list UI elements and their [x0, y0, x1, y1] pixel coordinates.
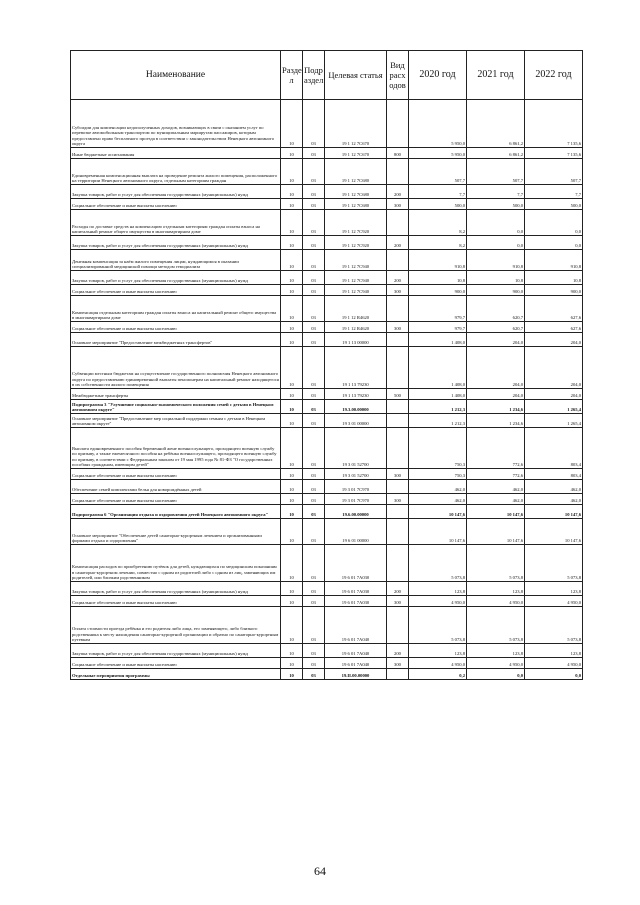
- cell-year-2022: 1 265,4: [525, 414, 583, 428]
- cell-year-2021: 1 234,6: [467, 414, 525, 428]
- cell-expense-type: [387, 210, 409, 236]
- cell-year-2022: 204,0: [525, 389, 583, 400]
- cell-year-2020: 500,0: [409, 199, 467, 210]
- cell-year-2020: 4 950,0: [409, 596, 467, 607]
- cell-section: 10: [281, 400, 303, 414]
- cell-year-2021: 1 234,6: [467, 400, 525, 414]
- table-row: [71, 494, 583, 505]
- cell-name: Закупка товаров, работ и услуг для обеспечения государственных (муниципальных) нужд: [71, 582, 281, 596]
- cell-subsection: 03: [303, 250, 325, 271]
- cell-name: Социальное обеспечение и иные выплаты населению: [71, 494, 281, 505]
- cell-section: 10: [281, 469, 303, 480]
- cell-year-2022: 900,0: [525, 285, 583, 296]
- cell-expense-type: [387, 159, 409, 185]
- cell-year-2020: 507,7: [409, 159, 467, 185]
- cell-target-article: 19 1 13 00000: [325, 333, 387, 347]
- cell-expense-type: [387, 333, 409, 347]
- cell-section: 10: [281, 596, 303, 607]
- header-name: Наименование: [71, 51, 281, 100]
- cell-subsection: 03: [303, 545, 325, 582]
- cell-year-2020: 123,8: [409, 644, 467, 658]
- cell-year-2021: 0,0: [467, 669, 525, 680]
- cell-target-article: 19 3 01 7С970: [325, 494, 387, 505]
- cell-year-2022: 1 265,4: [525, 400, 583, 414]
- cell-section: 10: [281, 607, 303, 644]
- cell-year-2022: 10 147,6: [525, 519, 583, 545]
- cell-subsection: 03: [303, 285, 325, 296]
- header-target-article: Целевая статья: [325, 51, 387, 100]
- cell-subsection: 03: [303, 296, 325, 322]
- cell-target-article: 19 1 12 7С940: [325, 250, 387, 271]
- cell-year-2022: 507,7: [525, 159, 583, 185]
- cell-year-2020: 750,3: [409, 469, 467, 480]
- cell-year-2020: 4 950,0: [409, 658, 467, 669]
- cell-year-2021: 7,7: [467, 185, 525, 199]
- cell-year-2020: 1 212,3: [409, 414, 467, 428]
- cell-target-article: 19 3 01 52700: [325, 428, 387, 469]
- table-row: [71, 414, 583, 428]
- cell-name: Подпрограмма 6 "Организация отдыха и оздоровления детей Ненецкого автономного округа": [71, 505, 281, 519]
- cell-year-2022: 0,0: [525, 210, 583, 236]
- cell-year-2021: 500,0: [467, 199, 525, 210]
- cell-year-2021: 10 147,6: [467, 519, 525, 545]
- cell-section: 10: [281, 414, 303, 428]
- cell-expense-type: [387, 250, 409, 271]
- cell-expense-type: 800: [387, 148, 409, 159]
- header-year-2020: 2020 год: [409, 51, 467, 100]
- cell-name: Социальное обеспечение и иные выплаты населению: [71, 469, 281, 480]
- cell-name: Социальное обеспечение и иные выплаты населению: [71, 285, 281, 296]
- header-year-2021: 2021 год: [467, 51, 525, 100]
- cell-year-2021: 620,7: [467, 322, 525, 333]
- table-row: [71, 669, 583, 680]
- cell-expense-type: 300: [387, 658, 409, 669]
- cell-name: Закупка товаров, работ и услуг для обеспечения государственных (муниципальных) нужд: [71, 185, 281, 199]
- header-subsection: Подр аздел: [303, 51, 325, 100]
- cell-expense-type: 300: [387, 596, 409, 607]
- cell-target-article: 19 1 12 7С940: [325, 285, 387, 296]
- cell-subsection: 03: [303, 271, 325, 285]
- cell-year-2022: 910,8: [525, 250, 583, 271]
- cell-year-2020: 910,8: [409, 250, 467, 271]
- cell-expense-type: 300: [387, 322, 409, 333]
- cell-name: Субсидии для компенсации недополученных доходов, возникающих в связи с оказанием услуг по перевозке автомобильным транспортом по муниципальным маршрутам пассажиров, которым предоставлено право бесплатного проезда в соответствии с законодательством Ненецкого автономного округа: [71, 100, 281, 148]
- cell-year-2021: 0,0: [467, 210, 525, 236]
- cell-target-article: 19 1 12 7С920: [325, 236, 387, 250]
- table-row: [71, 210, 583, 236]
- cell-expense-type: [387, 545, 409, 582]
- cell-section: 10: [281, 199, 303, 210]
- cell-name: Компенсация отдельным категориям граждан оплаты взноса на капитальный ремонт общего имущества в многоквартирном доме: [71, 296, 281, 322]
- cell-subsection: 03: [303, 414, 325, 428]
- cell-section: 10: [281, 159, 303, 185]
- table-row: [71, 658, 583, 669]
- table-row: [71, 644, 583, 658]
- cell-year-2021: 204,0: [467, 347, 525, 389]
- cell-year-2021: 900,0: [467, 285, 525, 296]
- cell-section: 10: [281, 271, 303, 285]
- cell-section: 10: [281, 333, 303, 347]
- table-row: [71, 480, 583, 494]
- cell-year-2020: 8,2: [409, 210, 467, 236]
- cell-year-2021: 462,0: [467, 494, 525, 505]
- cell-year-2020: 7,7: [409, 185, 467, 199]
- cell-year-2021: 123,8: [467, 644, 525, 658]
- cell-year-2021: 462,0: [467, 480, 525, 494]
- cell-target-article: 19 1 12 R4620: [325, 296, 387, 322]
- cell-expense-type: [387, 669, 409, 680]
- cell-year-2020: 5 950,0: [409, 148, 467, 159]
- cell-target-article: 19 1 12 7С670: [325, 100, 387, 148]
- cell-name: Основное мероприятие "Предоставление мер социальной поддержки семьям с детьми в Ненецком автономном округе": [71, 414, 281, 428]
- cell-name: Межбюджетные трансферты: [71, 389, 281, 400]
- table-row: [71, 322, 583, 333]
- table-row: [71, 545, 583, 582]
- table-row: [71, 100, 583, 148]
- cell-section: 10: [281, 185, 303, 199]
- cell-expense-type: 200: [387, 236, 409, 250]
- cell-year-2021: 5 073,8: [467, 607, 525, 644]
- header-expense-type: Вид расх одов: [387, 51, 409, 100]
- cell-year-2021: 123,8: [467, 582, 525, 596]
- cell-name: Компенсация расходов по приобретению путёвок для детей, нуждающихся по медицинским показаниям в санаторно-курортном лечении, совместно с одним из родителей либо с одним из лиц, заменяющих им родителей, или близким родственником: [71, 545, 281, 582]
- cell-year-2021: 4 950,0: [467, 596, 525, 607]
- cell-section: 10: [281, 644, 303, 658]
- cell-year-2022: 7 135,6: [525, 148, 583, 159]
- cell-expense-type: [387, 519, 409, 545]
- cell-subsection: 03: [303, 505, 325, 519]
- cell-name: Подпрограмма 3 "Улучшение социально-экономического положения семей с детьми в Ненецком автономном округе": [71, 400, 281, 414]
- cell-subsection: 03: [303, 480, 325, 494]
- cell-subsection: 03: [303, 148, 325, 159]
- cell-expense-type: 200: [387, 185, 409, 199]
- cell-year-2021: 204,0: [467, 333, 525, 347]
- cell-expense-type: [387, 505, 409, 519]
- cell-target-article: 19 1 12 7С670: [325, 148, 387, 159]
- cell-section: 10: [281, 494, 303, 505]
- cell-subsection: 03: [303, 400, 325, 414]
- cell-year-2020: 1 212,3: [409, 400, 467, 414]
- cell-name: Социальное обеспечение и иные выплаты населению: [71, 658, 281, 669]
- cell-subsection: 03: [303, 185, 325, 199]
- cell-target-article: 19 6 01 7А030: [325, 545, 387, 582]
- cell-target-article: 19 1 12 7С680: [325, 185, 387, 199]
- cell-target-article: 19 3 01 52700: [325, 469, 387, 480]
- cell-year-2022: 7,7: [525, 185, 583, 199]
- cell-section: 10: [281, 296, 303, 322]
- cell-name: Социальное обеспечение и иные выплаты населению: [71, 322, 281, 333]
- cell-expense-type: 500: [387, 389, 409, 400]
- table-row: [71, 185, 583, 199]
- cell-section: 10: [281, 100, 303, 148]
- cell-year-2022: 123,8: [525, 644, 583, 658]
- table-row: [71, 347, 583, 389]
- cell-year-2021: 204,0: [467, 389, 525, 400]
- cell-target-article: 19 1 12 7С940: [325, 271, 387, 285]
- cell-year-2020: 5 073,8: [409, 607, 467, 644]
- cell-name: Субвенции местным бюджетам на осуществление государственного полномочия Ненецкого автономного округа по предоставлению единовременной выплаты пенсионерам на капитальный ремонт находящегося в их собственности жилого помещения: [71, 347, 281, 389]
- cell-subsection: 03: [303, 389, 325, 400]
- cell-name: Иные бюджетные ассигнования: [71, 148, 281, 159]
- cell-subsection: 03: [303, 519, 325, 545]
- cell-subsection: 03: [303, 596, 325, 607]
- cell-section: 10: [281, 428, 303, 469]
- cell-year-2020: 1 408,0: [409, 389, 467, 400]
- cell-year-2022: 5 073,8: [525, 545, 583, 582]
- cell-subsection: 03: [303, 494, 325, 505]
- cell-year-2022: 123,8: [525, 582, 583, 596]
- cell-subsection: 03: [303, 582, 325, 596]
- table-body: [71, 100, 583, 680]
- table-header-row: [71, 51, 583, 100]
- cell-name: Социальное обеспечение и иные выплаты населению: [71, 199, 281, 210]
- header-section: Разде л: [281, 51, 303, 100]
- cell-year-2022: 10 147,6: [525, 505, 583, 519]
- cell-year-2021: 910,8: [467, 250, 525, 271]
- cell-section: 10: [281, 236, 303, 250]
- table-row: [71, 469, 583, 480]
- cell-subsection: 03: [303, 199, 325, 210]
- table-row: [71, 199, 583, 210]
- cell-year-2022: 0,0: [525, 236, 583, 250]
- cell-section: 10: [281, 250, 303, 271]
- cell-expense-type: 300: [387, 285, 409, 296]
- cell-target-article: 19 3 01 00000: [325, 414, 387, 428]
- cell-section: 10: [281, 322, 303, 333]
- cell-year-2020: 0,2: [409, 669, 467, 680]
- cell-year-2020: 750,3: [409, 428, 467, 469]
- cell-name: Социальное обеспечение и иные выплаты населению: [71, 596, 281, 607]
- cell-year-2022: 462,0: [525, 480, 583, 494]
- table-row: [71, 428, 583, 469]
- table-row: [71, 271, 583, 285]
- cell-target-article: 19 6 01 7А040: [325, 644, 387, 658]
- cell-year-2021: 772,6: [467, 428, 525, 469]
- table-row: [71, 159, 583, 185]
- table-row: [71, 236, 583, 250]
- cell-target-article: 19.II.00.00000: [325, 669, 387, 680]
- cell-year-2022: 0,0: [525, 669, 583, 680]
- cell-target-article: 19 6 01 7А040: [325, 607, 387, 644]
- header-year-2022: 2022 год: [525, 51, 583, 100]
- cell-section: 10: [281, 210, 303, 236]
- cell-year-2020: 10 147,6: [409, 505, 467, 519]
- cell-expense-type: [387, 347, 409, 389]
- cell-section: 10: [281, 669, 303, 680]
- cell-year-2020: 8,2: [409, 236, 467, 250]
- budget-table: [70, 50, 583, 680]
- cell-subsection: 03: [303, 347, 325, 389]
- cell-name: Расходы по доставке средств на компенсацию отдельным категориям граждан оплаты взноса на капитальный ремонт общего имущества в многоквартирном доме: [71, 210, 281, 236]
- cell-year-2022: 4 950,0: [525, 596, 583, 607]
- cell-year-2022: 803,4: [525, 469, 583, 480]
- cell-year-2021: 5 073,8: [467, 545, 525, 582]
- cell-year-2020: 900,0: [409, 285, 467, 296]
- cell-year-2020: 10 147,6: [409, 519, 467, 545]
- cell-expense-type: [387, 400, 409, 414]
- cell-expense-type: [387, 428, 409, 469]
- cell-year-2021: 620,7: [467, 296, 525, 322]
- cell-year-2021: 6 861,2: [467, 148, 525, 159]
- cell-year-2020: 123,8: [409, 582, 467, 596]
- table-row: [71, 148, 583, 159]
- cell-target-article: 19 6 01 00000: [325, 519, 387, 545]
- table-row: [71, 333, 583, 347]
- cell-section: 10: [281, 582, 303, 596]
- cell-subsection: 03: [303, 159, 325, 185]
- cell-target-article: 19 6 01 7А030: [325, 596, 387, 607]
- cell-year-2022: 204,0: [525, 333, 583, 347]
- cell-section: 10: [281, 505, 303, 519]
- cell-year-2022: 204,0: [525, 347, 583, 389]
- cell-year-2021: 507,7: [467, 159, 525, 185]
- cell-year-2022: 500,0: [525, 199, 583, 210]
- cell-target-article: 19 1 12 7С680: [325, 159, 387, 185]
- cell-year-2021: 10,8: [467, 271, 525, 285]
- cell-target-article: 19.3.00.00000: [325, 400, 387, 414]
- cell-expense-type: 300: [387, 199, 409, 210]
- cell-name: Единовременная компенсационная выплата на проведение ремонта жилого помещения, расположенного на территории Ненецкого автономного округа, отдельным категориям граждан: [71, 159, 281, 185]
- cell-subsection: 03: [303, 607, 325, 644]
- cell-year-2022: 4 950,0: [525, 658, 583, 669]
- cell-expense-type: [387, 296, 409, 322]
- page-number: 64: [314, 864, 326, 878]
- cell-year-2021: 6 861,2: [467, 100, 525, 148]
- cell-year-2020: 979,7: [409, 296, 467, 322]
- cell-year-2020: 5 073,8: [409, 545, 467, 582]
- cell-expense-type: [387, 480, 409, 494]
- cell-target-article: 19 3 01 7С970: [325, 480, 387, 494]
- cell-subsection: 03: [303, 469, 325, 480]
- cell-year-2022: 5 073,8: [525, 607, 583, 644]
- cell-expense-type: 200: [387, 644, 409, 658]
- cell-name: Денежная компенсация за наём жилого помещения лицам, нуждающимся в оказании специализированной медицинской помощи методом гемодиализа: [71, 250, 281, 271]
- cell-year-2020: 1 408,0: [409, 347, 467, 389]
- cell-name: Основное мероприятие "Предоставление межбюджетных трансфертов": [71, 333, 281, 347]
- table-row: [71, 607, 583, 644]
- cell-year-2020: 10,8: [409, 271, 467, 285]
- cell-year-2021: 772,6: [467, 469, 525, 480]
- table-row: [71, 596, 583, 607]
- cell-name: Обеспечение семей комплектами белья для новорождённых детей: [71, 480, 281, 494]
- cell-section: 10: [281, 389, 303, 400]
- table-row: [71, 519, 583, 545]
- cell-expense-type: 300: [387, 469, 409, 480]
- cell-year-2021: 10 147,6: [467, 505, 525, 519]
- cell-target-article: 19 1 13 79230: [325, 389, 387, 400]
- table-row: [71, 389, 583, 400]
- cell-subsection: 03: [303, 669, 325, 680]
- cell-name: Закупка товаров, работ и услуг для обеспечения государственных (муниципальных) нужд: [71, 644, 281, 658]
- cell-subsection: 03: [303, 644, 325, 658]
- table-row: [71, 296, 583, 322]
- cell-section: 10: [281, 545, 303, 582]
- cell-expense-type: 300: [387, 494, 409, 505]
- cell-name: Оплата стоимости проезда ребёнка и его родителя либо лица, его заменяющего, либо близкого родственника к месту нахождения санаторно-курортной организации и обратно по санаторно-курортным путевкам: [71, 607, 281, 644]
- cell-target-article: 19 1 13 79230: [325, 347, 387, 389]
- cell-expense-type: [387, 607, 409, 644]
- cell-expense-type: [387, 100, 409, 148]
- cell-target-article: 19 1 12 7С680: [325, 199, 387, 210]
- table-row: [71, 250, 583, 271]
- cell-year-2020: 5 950,0: [409, 100, 467, 148]
- cell-year-2022: 627,6: [525, 322, 583, 333]
- table-row: [71, 582, 583, 596]
- cell-year-2020: 462,0: [409, 480, 467, 494]
- cell-year-2022: 803,4: [525, 428, 583, 469]
- cell-expense-type: 200: [387, 271, 409, 285]
- cell-name: Выплата единовременного пособия беременной жене военнослужащего, проходящего военную службу по призыву, а также ежемесячного пособия на ребёнка военнослужащего, проходящего военную службу по призыву, в соответствии с Федеральным законом от 19 мая 1995 года № 81-ФЗ "О государственных пособиях гражданам, имеющим детей": [71, 428, 281, 469]
- cell-name: Отдельные мероприятия программы: [71, 669, 281, 680]
- cell-section: 10: [281, 347, 303, 389]
- cell-section: 10: [281, 148, 303, 159]
- cell-name: Закупка товаров, работ и услуг для обеспечения государственных (муниципальных) нужд: [71, 236, 281, 250]
- cell-subsection: 03: [303, 100, 325, 148]
- cell-target-article: 19.6.00.00000: [325, 505, 387, 519]
- cell-year-2021: 0,0: [467, 236, 525, 250]
- cell-year-2020: 462,0: [409, 494, 467, 505]
- cell-target-article: 19 6 01 7А040: [325, 658, 387, 669]
- cell-year-2021: 4 950,0: [467, 658, 525, 669]
- cell-subsection: 03: [303, 658, 325, 669]
- table-row: [71, 400, 583, 414]
- cell-expense-type: [387, 414, 409, 428]
- cell-section: 10: [281, 285, 303, 296]
- cell-subsection: 03: [303, 236, 325, 250]
- cell-target-article: 19 6 01 7А030: [325, 582, 387, 596]
- cell-year-2022: 10,8: [525, 271, 583, 285]
- cell-subsection: 03: [303, 322, 325, 333]
- cell-section: 10: [281, 519, 303, 545]
- cell-target-article: 19 1 12 7С920: [325, 210, 387, 236]
- cell-year-2020: 1 408,0: [409, 333, 467, 347]
- cell-year-2020: 979,7: [409, 322, 467, 333]
- cell-year-2022: 462,0: [525, 494, 583, 505]
- cell-section: 10: [281, 658, 303, 669]
- cell-target-article: 19 1 12 R4620: [325, 322, 387, 333]
- cell-expense-type: 200: [387, 582, 409, 596]
- table-row: [71, 505, 583, 519]
- cell-year-2022: 7 135,6: [525, 100, 583, 148]
- cell-subsection: 03: [303, 428, 325, 469]
- cell-year-2022: 627,6: [525, 296, 583, 322]
- cell-name: Закупка товаров, работ и услуг для обеспечения государственных (муниципальных) нужд: [71, 271, 281, 285]
- cell-subsection: 03: [303, 333, 325, 347]
- cell-name: Основное мероприятие "Обеспечение детей санаторно-курортным лечением и организованными формами отдыха и оздоровления": [71, 519, 281, 545]
- cell-subsection: 03: [303, 210, 325, 236]
- table-row: [71, 285, 583, 296]
- cell-section: 10: [281, 480, 303, 494]
